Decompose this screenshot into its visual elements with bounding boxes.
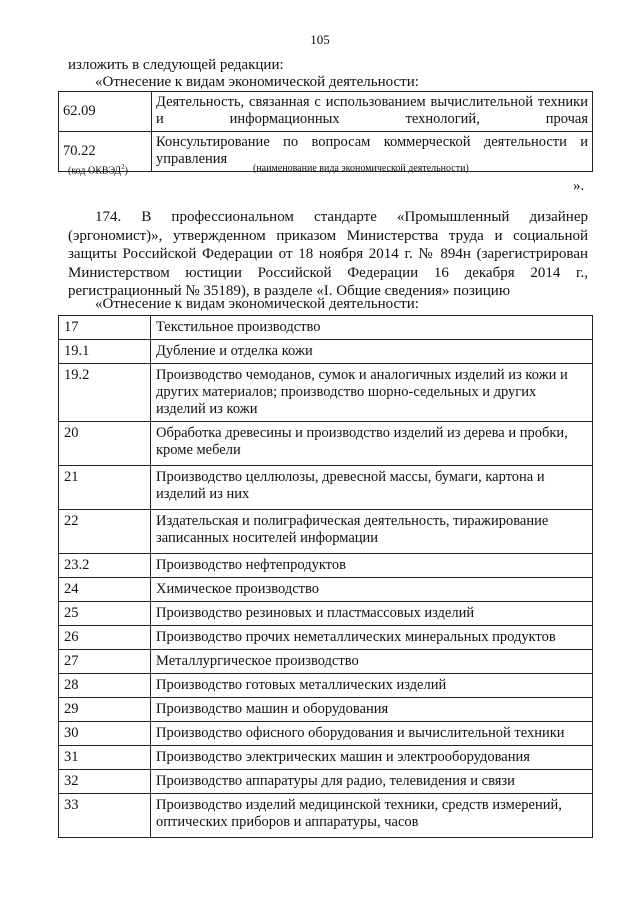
- table-2-caption: «Отнесение к видам экономической деятельности:: [95, 296, 419, 312]
- okved-code: 20: [59, 422, 151, 466]
- okved-code: 22: [59, 510, 151, 554]
- activity-name: Производство нефтепродуктов: [151, 554, 593, 578]
- activity-name: Производство готовых металлических изделий: [151, 674, 593, 698]
- footnote-name-label: (наименование вида экономической деятельности): [253, 163, 469, 174]
- table-row: [59, 794, 593, 838]
- table-row: [59, 578, 593, 602]
- activity-name: Химическое производство: [151, 578, 593, 602]
- table-row: [59, 722, 593, 746]
- activity-name: Текстильное производство: [151, 316, 593, 340]
- activity-name: Производство аппаратуры для радио, телевидения и связи: [151, 770, 593, 794]
- activity-name: Производство чемоданов, сумок и аналогичных изделий из кожи и других материалов; производство шорно-седельных и других изделий из кожи: [151, 364, 593, 422]
- okved-code: 24: [59, 578, 151, 602]
- activity-name: Производство машин и оборудования: [151, 698, 593, 722]
- table-row: [59, 698, 593, 722]
- activity-name: Производство резиновых и пластмассовых изделий: [151, 602, 593, 626]
- okved-code: 26: [59, 626, 151, 650]
- okved-code: 19.2: [59, 364, 151, 422]
- okved-code: 27: [59, 650, 151, 674]
- activity-name: Деятельность, связанная с использованием вычислительной техники и информационных технологий, прочая: [152, 92, 593, 132]
- table-row: [59, 650, 593, 674]
- table-row: [59, 770, 593, 794]
- okved-code: 70.22: [59, 132, 152, 172]
- activity-name: Производство электрических машин и электрооборудования: [151, 746, 593, 770]
- okved-code: 23.2: [59, 554, 151, 578]
- table-1-caption: «Отнесение к видам экономической деятельности:: [95, 74, 419, 90]
- intro-line: изложить в следующей редакции:: [68, 57, 284, 73]
- table-row: [59, 626, 593, 650]
- okved-code: 32: [59, 770, 151, 794]
- table-row: [59, 364, 593, 422]
- activity-name: Консультирование по вопросам коммерческой деятельности и управления: [152, 132, 593, 172]
- okved-code: 17: [59, 316, 151, 340]
- okved-code: 62.09: [59, 92, 152, 132]
- table-row: [59, 674, 593, 698]
- table-row: [59, 510, 593, 554]
- paragraph-174: 174. В профессиональном стандарте «Промышленный дизайнер (эргономист)», утвержденном приказом Министерства труда и социальной защиты Российской Федерации от 18 ноября 2014 г. № 894н (зарегистрирован Министерством юстиции Российской Федерации 16 декабря 2014 г., регистрационный № 35189), в разделе «I. Общие сведения» позицию: [68, 209, 588, 299]
- table-row: [59, 466, 593, 510]
- okved-code: 25: [59, 602, 151, 626]
- table-row: [59, 554, 593, 578]
- okved-table-top: [58, 91, 593, 172]
- activity-name: Производство офисного оборудования и вычислительной техники: [151, 722, 593, 746]
- closing-quote: ».: [573, 178, 585, 194]
- footnote-code-label: (код ОКВЭД$^2$): [68, 163, 128, 177]
- okved-code: 33: [59, 794, 151, 838]
- okved-code: 31: [59, 746, 151, 770]
- activity-name: Производство целлюлозы, древесной массы, бумаги, картона и изделий из них: [151, 466, 593, 510]
- table-row: [59, 92, 593, 132]
- table-row: [59, 422, 593, 466]
- okved-code: 19.1: [59, 340, 151, 364]
- activity-name: Дубление и отделка кожи: [151, 340, 593, 364]
- okved-code: 28: [59, 674, 151, 698]
- activity-name: Производство прочих неметаллических минеральных продуктов: [151, 626, 593, 650]
- okved-code: 30: [59, 722, 151, 746]
- page-number: 105: [310, 32, 330, 47]
- activity-name: Металлургическое производство: [151, 650, 593, 674]
- activity-name: Издательская и полиграфическая деятельность, тиражирование записанных носителей информации: [151, 510, 593, 554]
- table-row: [59, 746, 593, 770]
- table-row: [59, 602, 593, 626]
- table-row: [59, 316, 593, 340]
- activity-name: Обработка древесины и производство изделий из дерева и пробки, кроме мебели: [151, 422, 593, 466]
- table-row: [59, 340, 593, 364]
- okved-code: 21: [59, 466, 151, 510]
- okved-table-main: [58, 315, 593, 838]
- okved-code: 29: [59, 698, 151, 722]
- activity-name: Производство изделий медицинской техники, средств измерений, оптических приборов и аппаратуры, часов: [151, 794, 593, 838]
